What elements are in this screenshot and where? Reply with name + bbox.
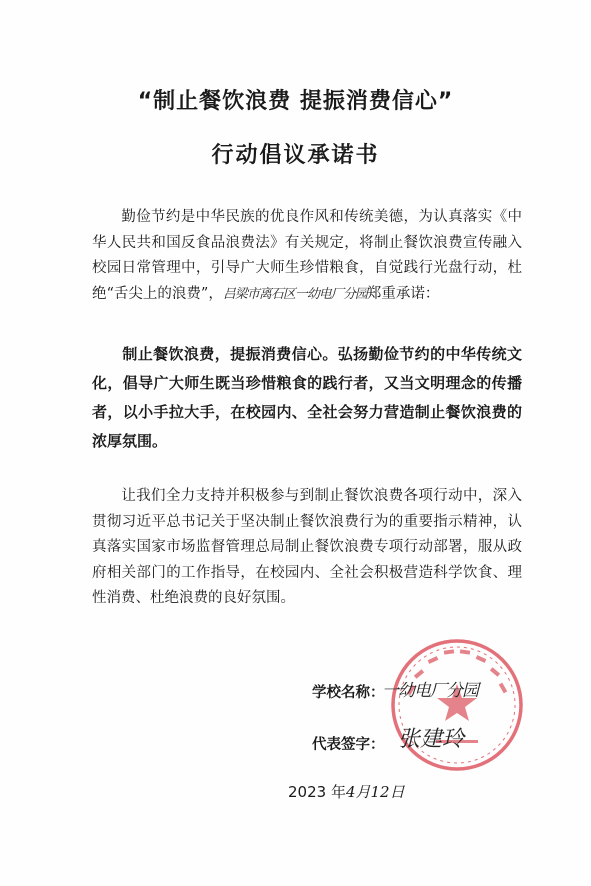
school-name-label: 学校名称：: [312, 685, 385, 701]
paragraph-intro-ending: 郑重承诺：: [366, 285, 440, 302]
paragraph-commitment-text: 制止餐饮浪费，提振消费信心。弘扬勤俭节约的中华传统文化，倡导广大师生既当珍惜粮食的践行者，又当文明理念的传播者，以小手拉大手，在校园内、全社会努力营造制止餐饮浪费的浓厚氛围。: [92, 345, 522, 450]
document-title: “制止餐饮浪费 提振消费信心”: [137, 89, 454, 114]
date-day: 12日: [370, 783, 405, 801]
paragraph-intro-text: 勤俭节约是中华民族的优良作风和传统美德，为认真落实《中华人民共和国反食品浪费法》有关规定，将制止餐饮浪费宣传融入校园日常管理中，引导广大师生珍惜粮食，自觉践行光盘行动，杜绝“舌尖上的浪费”，: [92, 209, 522, 302]
paragraph-intro: [92, 205, 522, 307]
representative-signature: 张建玲: [398, 727, 465, 752]
red-seal-icon: [388, 636, 526, 774]
paragraph-commitment: [92, 340, 522, 456]
date-month: 4月: [345, 783, 371, 801]
paragraph-call-text: 让我们全力支持并积极参与到制止餐饮浪费各项行动中，深入贯彻习近平总书记关于坚决制止餐饮浪费行为的重要指示精神，认真落实国家市场监督管理总局制止餐饮浪费专项行动部署，服从政府相关部门的工作指导，在校园内、全社会积极营造科学饮食、理性消费、杜绝浪费的良好氛围。: [92, 488, 522, 606]
school-name-handwritten: 一幼电厂分园: [382, 681, 478, 701]
date-year: 2023 年: [288, 783, 346, 801]
document-date: [288, 781, 405, 802]
representative-label: 代表签字：: [312, 737, 385, 753]
document-subtitle: 行动倡议承诺书: [211, 143, 380, 168]
paragraph-call: [92, 484, 522, 612]
handwritten-school-name: 吕梁市离石区一幼电厂分园: [222, 286, 367, 302]
